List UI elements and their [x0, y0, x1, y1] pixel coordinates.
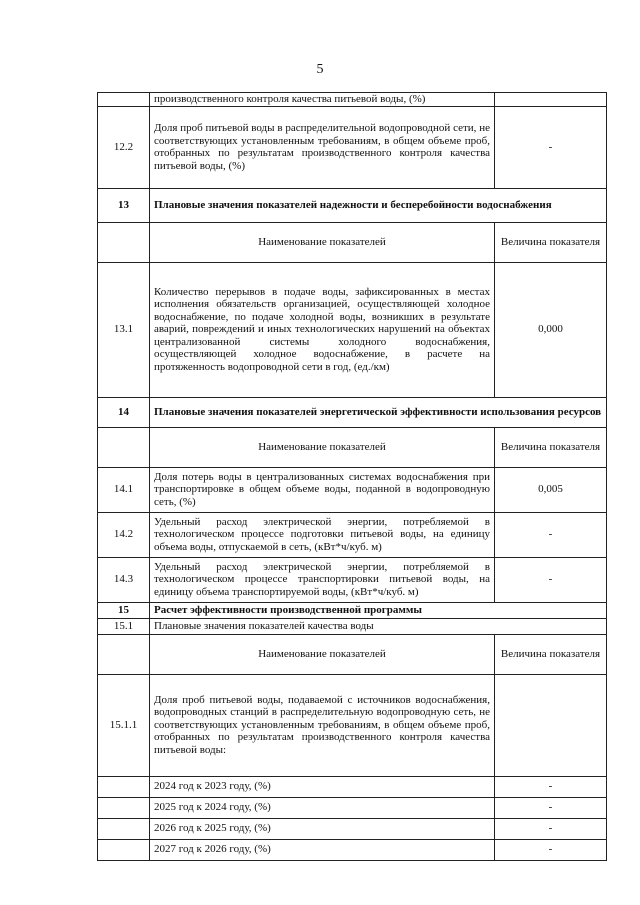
row-number-cell — [98, 93, 150, 107]
header-value-cell: Величина показателя — [495, 427, 607, 467]
indicators-table — [97, 92, 607, 861]
row-number-cell: 14.1 — [98, 467, 150, 512]
table-row — [98, 618, 607, 634]
row-number-cell: 13.1 — [98, 262, 150, 397]
section-row — [98, 397, 607, 427]
page-number: 5 — [316, 62, 324, 77]
row-text-cell: Удельный расход электрической энергии, потребляемой в технологическом процессе транспортировки питьевой воды, на единицу объема транспортируемой воды, (кВт*ч/куб. м) — [150, 557, 495, 602]
header-row — [98, 634, 607, 674]
year-row — [98, 818, 607, 839]
row-number-cell: 15.1.1 — [98, 674, 150, 776]
row-text-cell: 2026 год к 2025 году, (%) — [150, 818, 495, 839]
row-number-cell — [98, 839, 150, 860]
header-row — [98, 222, 607, 262]
section-row — [98, 188, 607, 222]
row-text-cell: Доля проб питьевой воды, подаваемой с источников водоснабжения, водопроводных станций в распределительную водопроводную сеть, не соответствующих установленным требованиям, в общем объеме проб, отобранных по результатам производственного контроля качества питьевой воды: — [150, 674, 495, 776]
section-number-cell: 13 — [98, 188, 150, 222]
row-text-cell: Количество перерывов в подаче воды, зафиксированных в местах исполнения обязательств организацией, осуществляющей холодное водоснабжение, по подаче холодной воды, возникших в результате аварий, повреждений и иных технологических нарушений на объектах централизованной системы холодного водоснабжения, осуществляющей холодное водоснабжение, в расчете на протяженность водопроводной сети в год, (ед./км) — [150, 262, 495, 397]
table-row — [98, 557, 607, 602]
table-row — [98, 93, 607, 107]
row-value-cell — [495, 674, 607, 776]
section-row — [98, 602, 607, 618]
row-value-cell: - — [495, 797, 607, 818]
section-title-cell: Расчет эффективности производственной программы — [150, 602, 607, 618]
table-row — [98, 106, 607, 188]
row-value-cell — [495, 93, 607, 107]
header-row — [98, 427, 607, 467]
row-value-cell: - — [495, 776, 607, 797]
row-value-cell: 0,000 — [495, 262, 607, 397]
header-name-cell: Наименование показателей — [150, 222, 495, 262]
section-title-cell: Плановые значения показателей надежности и бесперебойности водоснабжения — [150, 188, 607, 222]
table-row — [98, 262, 607, 397]
row-text-cell: Доля проб питьевой воды в распределительной водопроводной сети, не соответствующих установленным требованиям, в общем объеме проб, отобранных по результатам производственного контроля качества питьевой воды, (%) — [150, 106, 495, 188]
row-number-cell — [98, 818, 150, 839]
row-text-cell: производственного контроля качества питьевой воды, (%) — [150, 93, 495, 107]
row-number-cell: 14.2 — [98, 512, 150, 557]
row-value-cell: - — [495, 839, 607, 860]
row-text-cell: Доля потерь воды в централизованных системах водоснабжения при транспортировке в общем объеме воды, поданной в водопроводную сеть, (%) — [150, 467, 495, 512]
table-row — [98, 467, 607, 512]
year-row — [98, 797, 607, 818]
header-empty-cell — [98, 634, 150, 674]
row-value-cell: - — [495, 557, 607, 602]
row-number-cell — [98, 776, 150, 797]
row-number-cell — [98, 797, 150, 818]
row-value-cell: 0,005 — [495, 467, 607, 512]
table-row — [98, 674, 607, 776]
row-value-cell: - — [495, 512, 607, 557]
row-text-cell: Плановые значения показателей качества воды — [150, 618, 607, 634]
table-row — [98, 512, 607, 557]
row-text-cell: Удельный расход электрической энергии, потребляемой в технологическом процессе подготовки питьевой воды, на единицу объема воды, отпускаемой в сеть, (кВт*ч/куб. м) — [150, 512, 495, 557]
header-name-cell: Наименование показателей — [150, 427, 495, 467]
row-number-cell: 14.3 — [98, 557, 150, 602]
header-name-cell: Наименование показателей — [150, 634, 495, 674]
row-number-cell: 12.2 — [98, 106, 150, 188]
section-number-cell: 15 — [98, 602, 150, 618]
row-text-cell: 2024 год к 2023 году, (%) — [150, 776, 495, 797]
section-title-cell: Плановые значения показателей энергетической эффективности использования ресурсов — [150, 397, 607, 427]
section-number-cell: 14 — [98, 397, 150, 427]
row-text-cell: 2025 год к 2024 году, (%) — [150, 797, 495, 818]
year-row — [98, 776, 607, 797]
row-value-cell: - — [495, 106, 607, 188]
header-empty-cell — [98, 222, 150, 262]
row-text-cell: 2027 год к 2026 году, (%) — [150, 839, 495, 860]
year-row — [98, 839, 607, 860]
row-value-cell: - — [495, 818, 607, 839]
header-value-cell: Величина показателя — [495, 634, 607, 674]
header-empty-cell — [98, 427, 150, 467]
row-number-cell: 15.1 — [98, 618, 150, 634]
header-value-cell: Величина показателя — [495, 222, 607, 262]
